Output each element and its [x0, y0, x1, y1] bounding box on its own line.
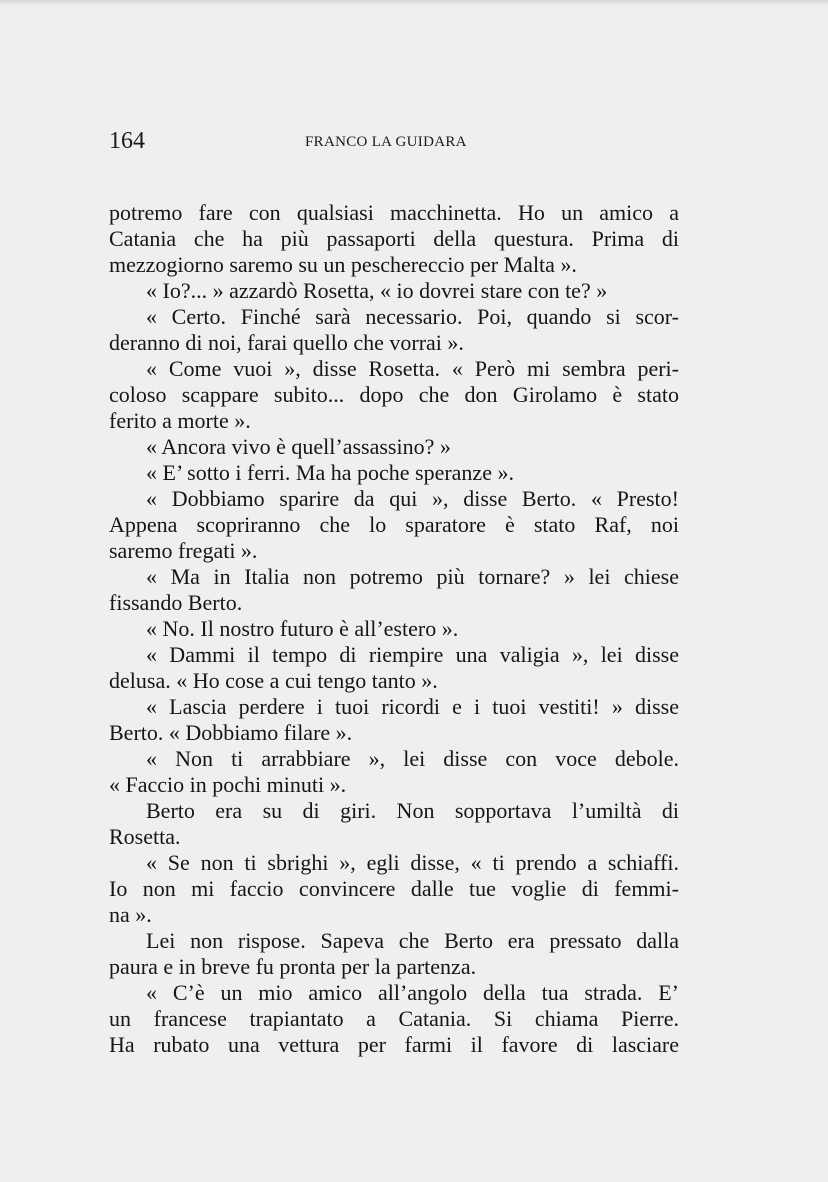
text-line: potremo fare con qualsiasi macchinetta. Ho un amico a — [109, 200, 679, 225]
text-line: « Dobbiamo sparire da qui », disse Berto. « Presto! — [146, 486, 679, 511]
text-line: « Come vuoi », disse Rosetta. « Però mi sembra peri- — [146, 356, 679, 381]
text-line: Lei non rispose. Sapeva che Berto era pressato dalla — [146, 928, 679, 953]
text-line: Ha rubato una vettura per farmi il favore di lasciare — [109, 1032, 679, 1057]
text-line: « Se non ti sbrighi », egli disse, « ti prendo a schiaffi. — [146, 850, 679, 875]
text-line: « E’ sotto i ferri. Ma ha poche speranze ». — [146, 460, 514, 485]
page-number: 164 — [109, 128, 145, 154]
text-line: un francese trapiantato a Catania. Si chiama Pierre. — [109, 1006, 679, 1031]
text-line: ferito a morte ». — [109, 408, 251, 433]
text-line: « Lascia perdere i tuoi ricordi e i tuoi vestiti! » disse — [146, 694, 679, 719]
page-header — [109, 126, 679, 156]
text-line: « Ancora vivo è quell’assassino? » — [146, 434, 451, 459]
text-line: « Faccio in pochi minuti ». — [109, 772, 347, 797]
running-head: FRANCO LA GUIDARA — [305, 134, 467, 150]
text-line: coloso scappare subito... dopo che don Girolamo è stato — [109, 382, 679, 407]
text-line: « C’è un mio amico all’angolo della tua strada. E’ — [146, 980, 679, 1005]
text-line: deranno di noi, farai quello che vorrai ». — [109, 330, 464, 355]
body-text — [109, 200, 679, 1058]
text-line: « Dammi il tempo di riempire una valigia », lei disse — [146, 642, 679, 667]
text-line: fissando Berto. — [109, 590, 243, 615]
text-line: « Non ti arrabbiare », lei disse con voce debole. — [146, 746, 679, 771]
text-line: Berto. « Dobbiamo filare ». — [109, 720, 353, 745]
text-line: Io non mi faccio convincere dalle tue voglie di femmi- — [109, 876, 679, 901]
text-line: Rosetta. — [109, 824, 181, 849]
text-line: Catania che ha più passaporti della questura. Prima di — [109, 226, 679, 251]
text-line: saremo fregati ». — [109, 538, 258, 563]
text-line: « No. Il nostro futuro è all’estero ». — [146, 616, 459, 641]
text-line: « Certo. Finché sarà necessario. Poi, quando si scor- — [146, 304, 679, 329]
text-line: paura e in breve fu pronta per la partenza. — [109, 954, 477, 979]
text-line: Berto era su di giri. Non sopportava l’umiltà di — [146, 798, 679, 823]
text-line: na ». — [109, 902, 152, 927]
text-line: « Io?... » azzardò Rosetta, « io dovrei stare con te? » — [146, 278, 608, 303]
text-line: mezzogiorno saremo su un peschereccio per Malta ». — [109, 252, 577, 277]
text-line: Appena scopriranno che lo sparatore è stato Raf, noi — [109, 512, 679, 537]
text-line: delusa. « Ho cose a cui tengo tanto ». — [109, 668, 438, 693]
page-top-edge — [0, 0, 828, 6]
text-line: « Ma in Italia non potremo più tornare? » lei chiese — [146, 564, 679, 589]
